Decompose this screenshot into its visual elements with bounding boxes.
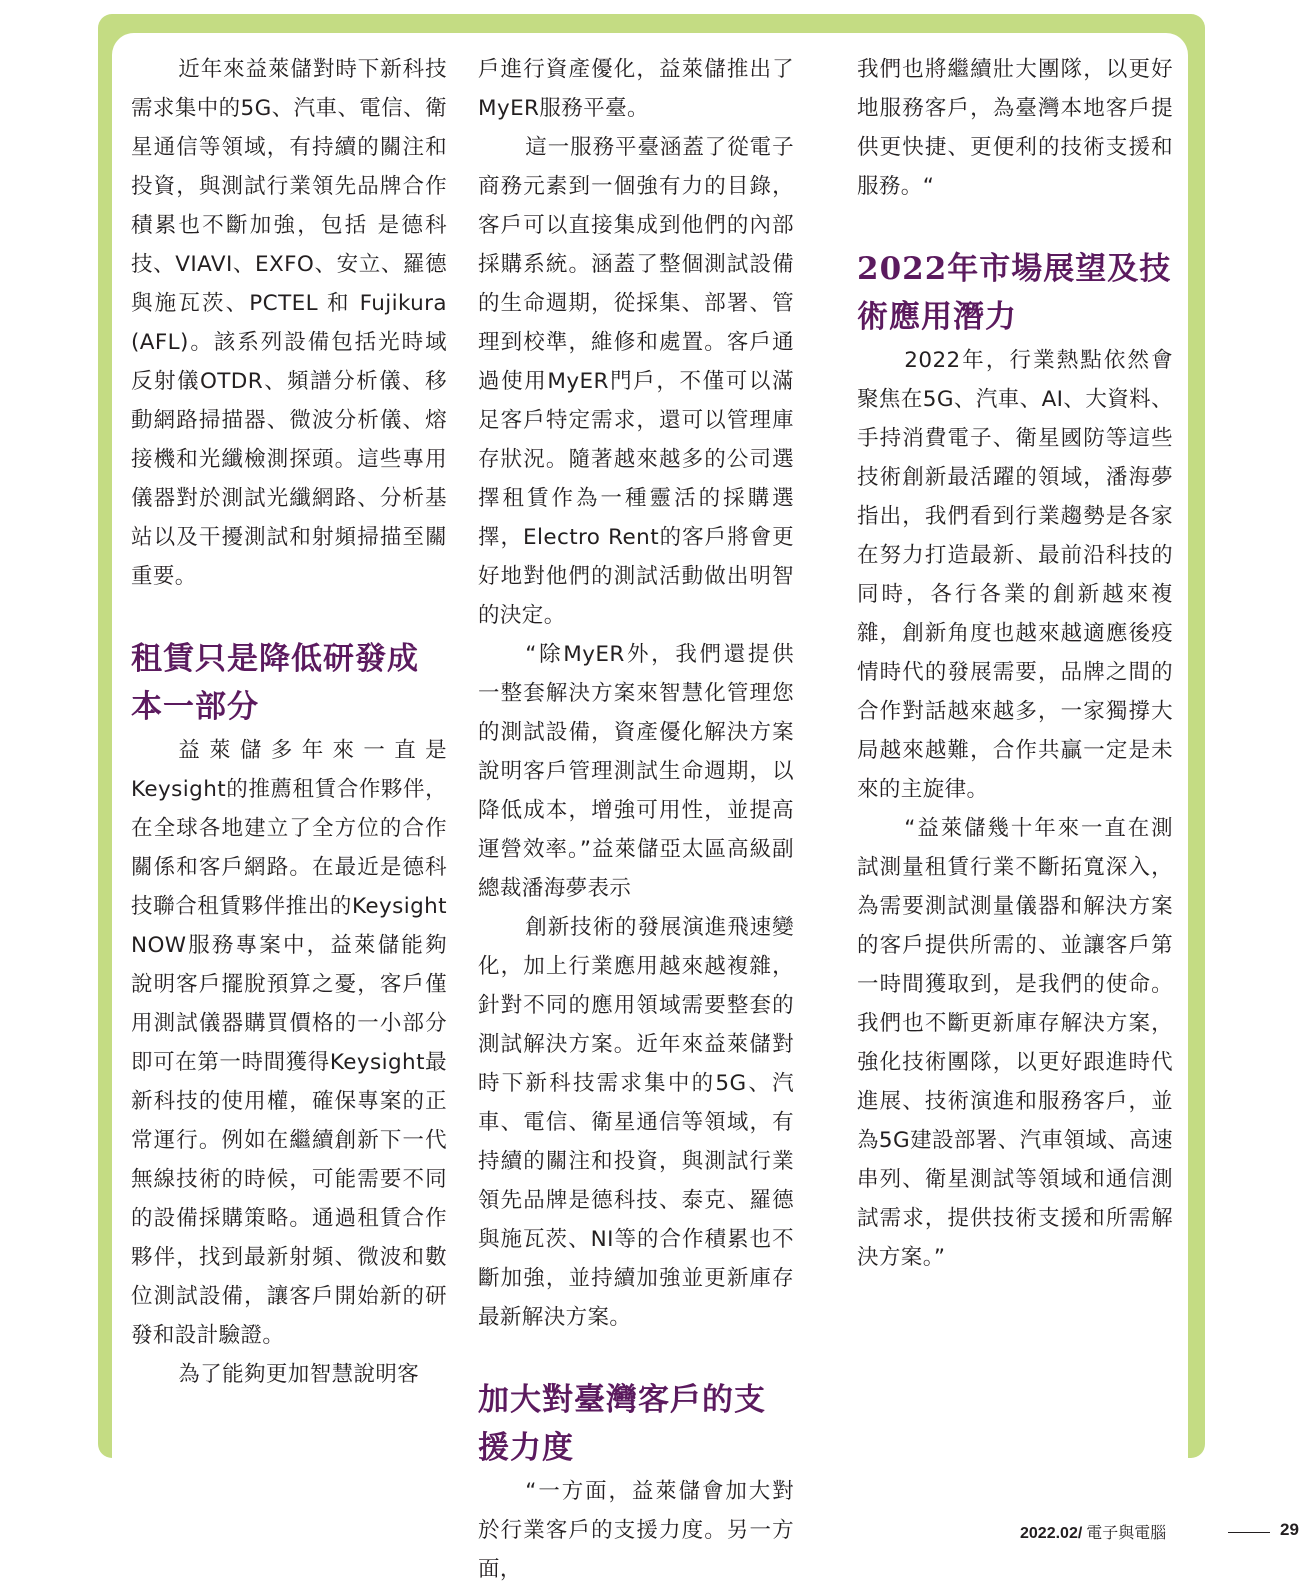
quote-paragraph: “除MyER外，我們還提供一整套解決方案來智慧化管理您的測試設備，資產優化解決方案說明客戶管理測試生命週期，以降低成本，增強可用性，並提高運營效率。”益萊儲亞太區高級副總裁潘海夢表示 (478, 642, 794, 901)
footer-divider (1228, 1532, 1270, 1533)
page-footer (1020, 1520, 1166, 1544)
paragraph: 我們也將繼續壯大團隊，以更好地服務客戶，為臺灣本地客戶提供更快捷、更便利的技術支援和服務。“ (857, 57, 1173, 199)
article-column-2 (478, 50, 794, 1589)
page-number: 29 (1280, 1520, 1299, 1539)
section-heading-outlook-2022: 2022年市場展望及技術應用潛力 (857, 251, 1172, 335)
paragraph: 近年來益萊儲對時下新科技需求集中的5G、汽車、電信、衛星通信等領域，有持續的關注和投資，與測試行業領先品牌合作積累也不斷加強，包括 是德科技、VIAVI、EXFO、安立、羅德與施瓦茨、PCTEL 和 Fujikura (AFL)。該系列設備包括光時域反射儀OTDR、頻譜分析儀、移動網路掃描器、微波分析儀、熔接機和光纖檢測探頭。這些專用儀器對於測試光纖網路、分析基站以及干擾測試和射頻掃描至關重要。 (131, 57, 447, 589)
paragraph: 這一服務平臺涵蓋了從電子商務元素到一個強有力的目錄，客戶可以直接集成到他們的內部採購系統。涵蓋了整個測試設備的生命週期，從採集、部署、管理到校準，維修和處置。客戶通過使用MyER門戶，不僅可以滿足客戶特定需求，還可以管理庫存狀況。隨著越來越多的公司選擇租賃作為一種靈活的採購選擇，Electro Rent的客戶將會更好地對他們的測試活動做出明智的決定。 (478, 135, 794, 628)
paragraph: 創新技術的發展演進飛速變化，加上行業應用越來越複雜，針對不同的應用領域需要整套的測試解決方案。近年來益萊儲對時下新科技需求集中的5G、汽車、電信、衛星通信等領域，有持續的關注和投資，與測試行業領先品牌是德科技、泰克、羅德與施瓦茨、NI等的合作積累也不斷加強，並持續加強並更新庫存最新解決方案。 (478, 915, 794, 1330)
paragraph: 2022年，行業熱點依然會聚焦在5G、汽車、AI、大資料、手持消費電子、衛星國防等這些技術創新最活躍的領域，潘海夢指出，我們看到行業趨勢是各家在努力打造最新、最前沿科技的同時，各行各業的創新越來複雜，創新角度也越來越適應後疫情時代的發展需要，品牌之間的合作對話越來越多，一家獨撐大局越來越難，合作共贏一定是未來的主旋律。 (857, 348, 1173, 802)
issue-date: 2022.02/ (1020, 1525, 1083, 1542)
section-heading-leasing: 租賃只是降低研發成本一部分 (131, 641, 419, 725)
article-column-1 (131, 50, 447, 1394)
paragraph: 戶進行資產優化，益萊儲推出了MyER服務平臺。 (478, 57, 794, 121)
article-column-3 (857, 50, 1173, 1277)
quote-paragraph: “一方面，益萊儲會加大對於行業客戶的支援力度。另一方面， (478, 1479, 794, 1582)
section-heading-taiwan-support: 加大對臺灣客戶的支援力度 (478, 1382, 766, 1466)
paragraph: 為了能夠更加智慧說明客 (178, 1362, 420, 1387)
paragraph: 益萊儲多年來一直是Keysight的推薦租賃合作夥伴，在全球各地建立了全方位的合作關係和客戶網路。在最近是德科技聯合租賃夥伴推出的Keysight NOW服務專案中，益萊儲能夠說明客戶擺脫預算之憂，客戶僅用測試儀器購買價格的一小部分即可在第一時間獲得Keysight最新科技的使用權，確保專案的正常運行。例如在繼續創新下一代無線技術的時候，可能需要不同的設備採購策略。通過租賃合作夥伴，找到最新射頻、微波和數位測試設備，讓客戶開始新的研發和設計驗證。 (131, 738, 447, 1348)
publication-name: 電子與電腦 (1086, 1523, 1167, 1542)
quote-paragraph: “益萊儲幾十年來一直在測試測量租賃行業不斷拓寬深入，為需要測試測量儀器和解決方案的客戶提供所需的、並讓客戶第一時間獲取到，是我們的使命。我們也不斷更新庫存解決方案，強化技術團隊，以更好跟進時代進展、技術演進和服務客戶，並為5G建設部署、汽車領域、高速串列、衛星測試等領域和通信測試需求，提供技術支援和所需解決方案。” (857, 816, 1173, 1270)
